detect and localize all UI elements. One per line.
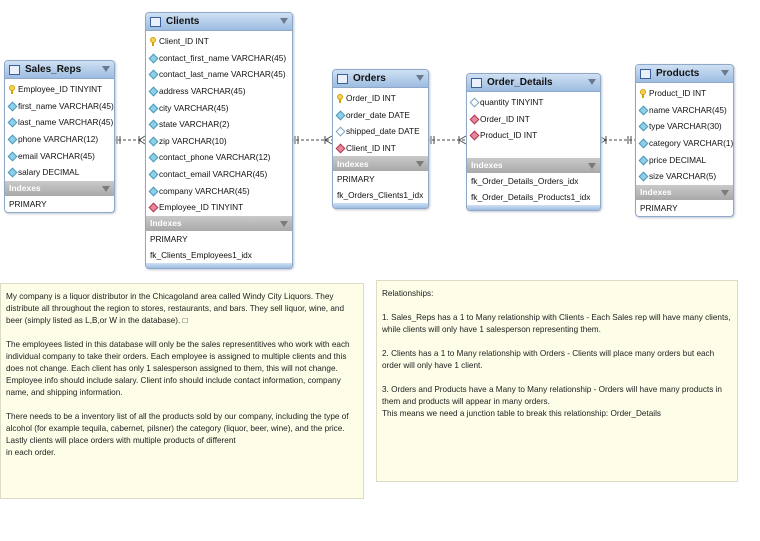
collapse-arrow-icon[interactable] xyxy=(416,75,424,81)
column-icon xyxy=(149,104,157,112)
index-row[interactable]: PRIMARY xyxy=(337,174,375,185)
column-row[interactable] xyxy=(467,111,600,128)
note-paragraph: The employees listed in this database will only be the sales representitives who work with each individual company to take their orders. Each employee is assigned to multiple clients and this does not change. Each client has only 1 salesperson assigned to them, this will not change. Employee info should include salary. Client info should include contact information, company name, and shipping information. xyxy=(6,340,352,397)
column-label: order_date DATE xyxy=(346,109,410,120)
column-label: first_name VARCHAR(45) xyxy=(18,100,114,111)
column-label: Product_ID INT xyxy=(480,130,538,141)
primary-key-icon xyxy=(149,37,157,45)
indexes-header[interactable] xyxy=(636,185,733,200)
column-icon xyxy=(8,152,16,160)
table-title: Products xyxy=(656,68,700,79)
table-footer xyxy=(333,203,428,208)
column-row[interactable] xyxy=(5,131,114,148)
column-row[interactable] xyxy=(5,98,114,115)
column-row[interactable] xyxy=(146,182,292,199)
column-row[interactable] xyxy=(333,123,428,140)
column-label: name VARCHAR(45) xyxy=(649,104,727,115)
table-header[interactable] xyxy=(5,61,114,79)
note-paragraph: 2. Clients has a 1 to Many relationship with Orders - Clients will place many orders but each order will only have 1 client. xyxy=(382,349,717,370)
column-row[interactable] xyxy=(636,168,733,185)
column-label: contact_last_name VARCHAR(45) xyxy=(159,69,286,80)
index-row[interactable]: PRIMARY xyxy=(9,198,47,209)
table-icon xyxy=(337,74,348,84)
table-clients[interactable] xyxy=(145,12,293,269)
column-label: size VARCHAR(5) xyxy=(649,171,717,182)
column-row[interactable] xyxy=(636,151,733,168)
column-row[interactable] xyxy=(333,90,428,107)
column-row[interactable] xyxy=(146,116,292,133)
column-icon xyxy=(149,120,157,128)
table-title: Clients xyxy=(166,16,200,27)
column-row[interactable] xyxy=(467,94,600,111)
note-paragraph: 3. Orders and Products have a Many to Many relationship - Orders will have many products in them and products will appear in many orders. This means we need a junction table to break this relationship: Order_Details xyxy=(382,385,722,418)
column-row[interactable] xyxy=(146,133,292,150)
note-paragraph: 1. Sales_Reps has a 1 to Many relationship with Clients - Each Sales rep will have many clients, while clients will only have 1 salesperson representing them. xyxy=(382,313,733,334)
column-row[interactable] xyxy=(5,164,114,181)
column-icon xyxy=(149,137,157,145)
indexes-header[interactable] xyxy=(5,181,114,196)
column-label: Employee_ID TINYINT xyxy=(159,202,244,213)
link-orders-orderdetails xyxy=(427,136,466,144)
column-icon xyxy=(639,139,647,147)
column-label: shipped_date DATE xyxy=(346,126,420,137)
column-label: Client_ID INT xyxy=(346,143,396,154)
column-row[interactable] xyxy=(146,66,292,83)
column-icon xyxy=(639,106,647,114)
column-icon xyxy=(149,153,157,161)
relationships-note[interactable] xyxy=(376,280,738,482)
column-row[interactable] xyxy=(146,83,292,100)
column-icon xyxy=(149,70,157,78)
table-title: Order_Details xyxy=(487,77,553,88)
table-order-details[interactable] xyxy=(466,73,601,211)
collapse-arrow-icon[interactable] xyxy=(588,163,596,169)
indexes-label: Indexes xyxy=(471,160,503,171)
column-list xyxy=(5,79,114,181)
note-paragraph: There needs to be a inventory list of all the products sold by our company, including the type of alcohol (for example tequila, cabernet, pilsner) the category (liquor, beer, wine), and the price. Lastly clients will place orders with multiple products of different in each order. xyxy=(6,412,349,457)
nullable-column-icon xyxy=(470,98,478,106)
column-label: last_name VARCHAR(45) xyxy=(18,117,114,128)
table-icon xyxy=(640,69,651,79)
column-icon xyxy=(8,118,16,126)
indexes-label: Indexes xyxy=(9,183,41,194)
primary-key-icon xyxy=(8,85,16,93)
table-title: Orders xyxy=(353,73,386,84)
column-label: Employee_ID TINYINT xyxy=(18,84,103,95)
column-label: price DECIMAL xyxy=(649,154,707,165)
column-icon xyxy=(149,187,157,195)
table-footer xyxy=(467,205,600,210)
collapse-arrow-icon[interactable] xyxy=(280,18,288,24)
column-icon xyxy=(149,54,157,62)
collapse-arrow-icon[interactable] xyxy=(102,66,110,72)
column-label: type VARCHAR(30) xyxy=(649,121,722,132)
index-row[interactable]: fk_Orders_Clients1_idx xyxy=(337,190,424,201)
note-paragraph: My company is a liquor distributor in the Chicagoland area called Windy City Liquors. They distribute all throughout the region to stores, restaurants, and bars. They sell liquor, wine, and beer (simply listed as L,B,or W in the database). □ xyxy=(6,292,347,325)
foreign-key-icon xyxy=(470,131,478,139)
column-label: zip VARCHAR(10) xyxy=(159,135,227,146)
table-footer xyxy=(146,263,292,268)
column-row[interactable] xyxy=(5,81,114,98)
column-label: phone VARCHAR(12) xyxy=(18,134,99,145)
column-row[interactable] xyxy=(636,102,733,119)
collapse-arrow-icon[interactable] xyxy=(280,221,288,227)
table-icon xyxy=(150,17,161,27)
collapse-arrow-icon[interactable] xyxy=(721,190,729,196)
table-header[interactable] xyxy=(467,74,600,92)
table-header[interactable] xyxy=(636,65,733,83)
indexes-label: Indexes xyxy=(150,218,182,229)
indexes-label: Indexes xyxy=(640,187,672,198)
indexes-label: Indexes xyxy=(337,158,369,169)
description-note[interactable] xyxy=(0,283,364,499)
column-label: category VARCHAR(1) xyxy=(649,138,734,149)
index-row[interactable]: fk_Order_Details_Products1_idx xyxy=(471,191,591,202)
index-row[interactable]: PRIMARY xyxy=(150,233,188,244)
column-label: Client_ID INT xyxy=(159,36,209,47)
column-icon xyxy=(639,172,647,180)
primary-key-icon xyxy=(336,94,344,102)
column-icon xyxy=(149,87,157,95)
column-label: state VARCHAR(2) xyxy=(159,119,230,130)
collapse-arrow-icon[interactable] xyxy=(416,161,424,167)
index-row[interactable]: fk_Clients_Employees1_idx xyxy=(150,249,252,260)
column-row[interactable] xyxy=(636,85,733,102)
column-list xyxy=(333,88,428,156)
index-row[interactable]: PRIMARY xyxy=(640,202,678,213)
table-header[interactable] xyxy=(333,70,428,88)
column-row[interactable] xyxy=(636,118,733,135)
column-row[interactable] xyxy=(146,166,292,183)
column-label: city VARCHAR(45) xyxy=(159,102,229,113)
link-salesreps-clients xyxy=(113,136,145,144)
column-row[interactable] xyxy=(146,99,292,116)
column-list xyxy=(146,31,292,216)
column-row[interactable] xyxy=(5,147,114,164)
foreign-key-icon xyxy=(336,144,344,152)
column-icon xyxy=(336,111,344,119)
column-row[interactable] xyxy=(146,50,292,67)
column-row[interactable] xyxy=(333,140,428,157)
column-label: Product_ID INT xyxy=(649,88,707,99)
column-label: address VARCHAR(45) xyxy=(159,86,246,97)
indexes-header[interactable] xyxy=(467,158,600,173)
column-icon xyxy=(8,135,16,143)
column-list xyxy=(636,83,733,185)
column-icon xyxy=(8,102,16,110)
collapse-arrow-icon[interactable] xyxy=(102,186,110,192)
note-title: Relationships: xyxy=(382,289,434,298)
column-icon xyxy=(639,156,647,164)
column-label: email VARCHAR(45) xyxy=(18,150,95,161)
index-row[interactable]: fk_Order_Details_Orders_idx xyxy=(471,175,579,186)
column-row[interactable] xyxy=(146,33,292,50)
column-label: salary DECIMAL xyxy=(18,167,80,178)
table-icon xyxy=(9,65,20,75)
column-row[interactable] xyxy=(146,199,292,216)
column-row[interactable] xyxy=(467,127,600,144)
table-title: Sales_Reps xyxy=(25,64,82,75)
link-orderdetails-products xyxy=(599,136,635,144)
column-icon xyxy=(639,122,647,130)
nullable-column-icon xyxy=(336,127,344,135)
column-row[interactable] xyxy=(146,149,292,166)
column-icon xyxy=(149,170,157,178)
column-label: quantity TINYINT xyxy=(480,97,544,108)
indexes-header[interactable] xyxy=(333,156,428,171)
link-clients-orders xyxy=(291,136,332,144)
table-sales-reps[interactable] xyxy=(4,60,115,213)
column-row[interactable] xyxy=(636,135,733,152)
collapse-arrow-icon[interactable] xyxy=(588,79,596,85)
indexes-header[interactable] xyxy=(146,216,292,231)
column-label: Order_ID INT xyxy=(346,93,396,104)
table-icon xyxy=(471,78,482,88)
column-list xyxy=(467,92,600,144)
collapse-arrow-icon[interactable] xyxy=(721,70,729,76)
column-label: company VARCHAR(45) xyxy=(159,185,250,196)
column-label: contact_email VARCHAR(45) xyxy=(159,169,268,180)
primary-key-icon xyxy=(639,89,647,97)
column-label: Order_ID INT xyxy=(480,113,530,124)
table-orders[interactable] xyxy=(332,69,429,209)
column-icon xyxy=(8,168,16,176)
column-label: contact_phone VARCHAR(12) xyxy=(159,152,271,163)
column-row[interactable] xyxy=(5,114,114,131)
foreign-key-icon xyxy=(149,203,157,211)
foreign-key-icon xyxy=(470,115,478,123)
column-label: contact_first_name VARCHAR(45) xyxy=(159,52,287,63)
column-row[interactable] xyxy=(333,107,428,124)
table-products[interactable] xyxy=(635,64,734,217)
table-header[interactable] xyxy=(146,13,292,31)
